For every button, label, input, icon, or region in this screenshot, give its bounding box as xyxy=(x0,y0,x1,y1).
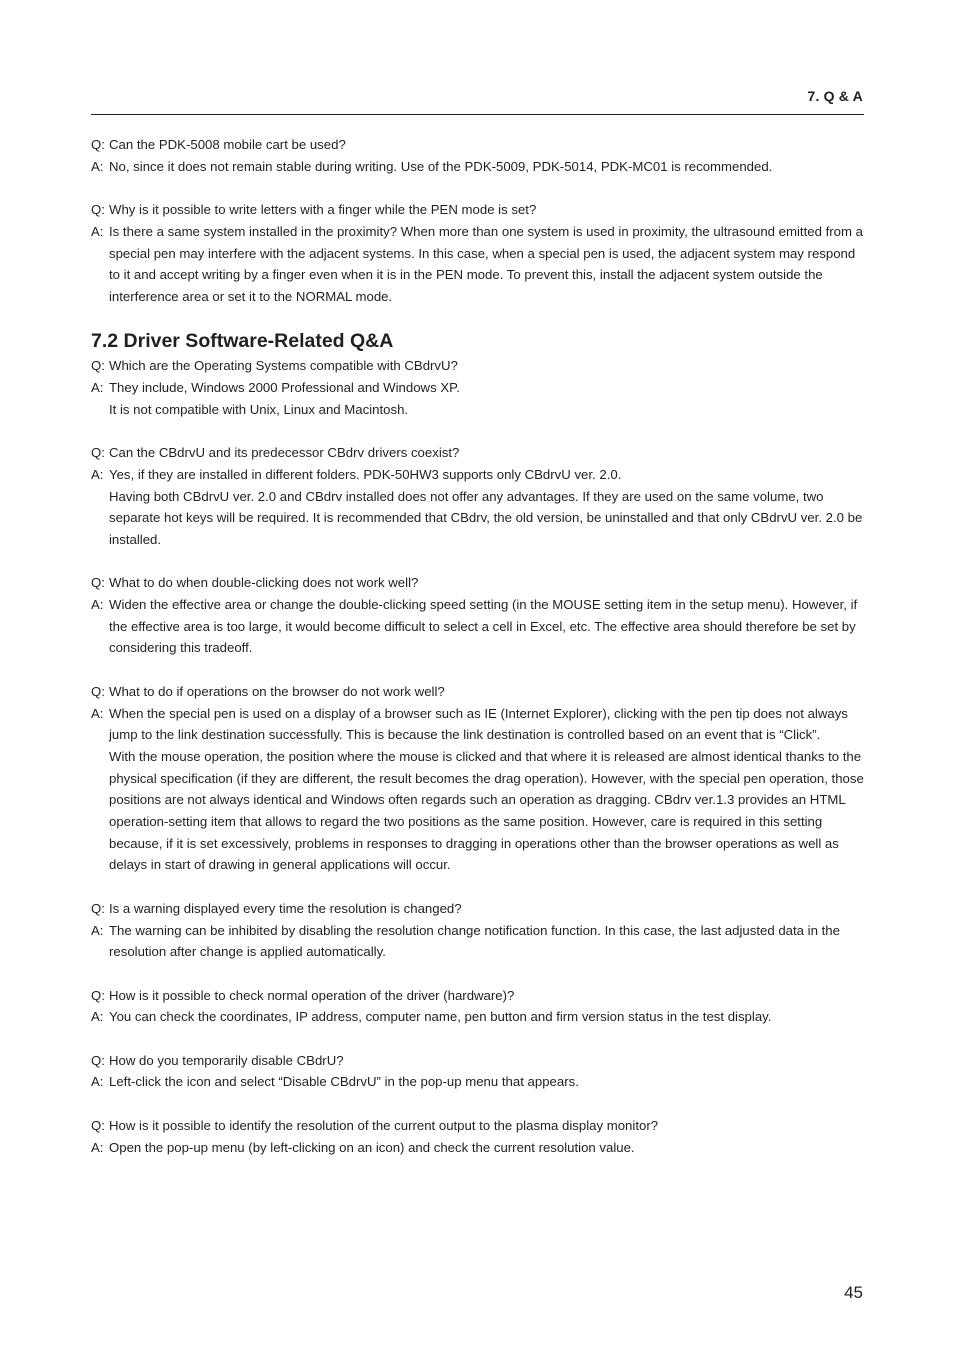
answer-prefix: A: xyxy=(91,597,104,612)
qa-item xyxy=(91,572,864,659)
answer-prefix: A: xyxy=(91,1009,104,1025)
question-text: What to do when double-clicking does not work well? xyxy=(109,575,419,591)
answer-paragraph: Is there a same system installed in the proximity? When more than one system is used in proximity, the ultrasound emitted from a special pen may interfere with the adjacent systems. In this case, when a special pen is used, the adjacent system may respond to it and accept writing by a finger even when it is in the PEN mode. To prevent this, install the adjacent system outside the interference area or set it to the NORMAL mode. xyxy=(109,223,863,304)
qa-item xyxy=(91,1050,864,1093)
question-prefix: Q: xyxy=(91,137,105,152)
qa-item xyxy=(91,898,864,963)
answer-text xyxy=(109,920,864,963)
answer-line xyxy=(91,920,864,963)
answer-line xyxy=(91,156,864,178)
question-text: How is it possible to check normal operation of the driver (hardware)? xyxy=(109,987,515,1003)
answer-paragraph: They include, Windows 2000 Professional and Windows XP. xyxy=(109,380,460,395)
question-line xyxy=(91,1115,864,1137)
answer-line xyxy=(91,377,864,420)
answer-prefix: A: xyxy=(91,705,104,721)
question-line xyxy=(91,898,864,920)
qa-item xyxy=(91,199,864,308)
question-prefix: Q: xyxy=(91,900,105,916)
answer-prefix: A: xyxy=(91,158,104,174)
question-text: What to do if operations on the browser do not work well? xyxy=(109,683,445,699)
question-prefix: Q: xyxy=(91,1052,105,1068)
question-prefix: Q: xyxy=(91,987,105,1003)
question-line xyxy=(91,985,864,1007)
question-line xyxy=(91,199,864,221)
header-divider xyxy=(91,114,864,115)
qa-item xyxy=(91,355,864,420)
answer-paragraph: You can check the coordinates, IP address, computer name, pen button and firm version status in the test display. xyxy=(109,1009,772,1025)
qa-item xyxy=(91,134,864,177)
answer-prefix: A: xyxy=(91,1074,104,1090)
answer-prefix: A: xyxy=(91,223,104,239)
answer-text xyxy=(109,221,864,308)
answer-text xyxy=(109,377,864,420)
question-prefix: Q: xyxy=(91,1117,105,1133)
question-text: How is it possible to identify the resolution of the current output to the plasma display monitor? xyxy=(109,1117,659,1133)
answer-text xyxy=(109,464,864,551)
question-text: Can the PDK-5008 mobile cart be used? xyxy=(109,137,346,152)
qa-group-general xyxy=(91,134,864,308)
question-text: Why is it possible to write letters with a finger while the PEN mode is set? xyxy=(109,202,537,218)
answer-line xyxy=(91,464,864,551)
question-line xyxy=(91,1050,864,1072)
answer-paragraph: Left-click the icon and select “Disable CBdrvU” in the pop-up menu that appears. xyxy=(109,1074,579,1090)
answer-prefix: A: xyxy=(91,1139,104,1155)
question-prefix: Q: xyxy=(91,358,105,374)
question-line xyxy=(91,572,864,594)
question-line xyxy=(91,355,864,377)
answer-line xyxy=(91,1137,864,1159)
qa-item xyxy=(91,985,864,1028)
answer-prefix: A: xyxy=(91,466,104,482)
question-line xyxy=(91,681,864,703)
page-header-title: 7. Q & A xyxy=(807,88,863,104)
answer-text xyxy=(109,703,864,877)
qa-group-driver-software xyxy=(91,355,864,1158)
answer-paragraph: Having both CBdrvU ver. 2.0 and CBdrv installed does not offer any advantages. If they are used on the same volume, two separate hot keys will be required. It is recommended that CBdrv, the old version, be uninstalled and that only CBdrvU ver. 2.0 be installed. xyxy=(109,488,863,547)
answer-prefix: A: xyxy=(91,922,104,938)
question-prefix: Q: xyxy=(91,445,105,461)
question-text: Can the CBdrvU and its predecessor CBdrv drivers coexist? xyxy=(109,445,460,461)
answer-paragraph: Open the pop-up menu (by left-clicking on an icon) and check the current resolution value. xyxy=(109,1139,635,1155)
question-line xyxy=(91,442,864,464)
answer-text xyxy=(109,594,864,659)
question-line xyxy=(91,134,864,156)
question-text: Which are the Operating Systems compatible with CBdrvU? xyxy=(109,358,458,374)
answer-text xyxy=(109,1006,864,1028)
question-prefix: Q: xyxy=(91,202,105,218)
answer-prefix: A: xyxy=(91,380,104,395)
answer-paragraph: No, since it does not remain stable during writing. Use of the PDK-5009, PDK-5014, PDK-MC01 is recommended. xyxy=(109,158,773,174)
question-text: How do you temporarily disable CBdrU? xyxy=(109,1052,344,1068)
document-body xyxy=(91,134,864,1180)
answer-line xyxy=(91,221,864,308)
qa-item xyxy=(91,1115,864,1158)
qa-item xyxy=(91,681,864,876)
answer-line xyxy=(91,1006,864,1028)
answer-paragraph: When the special pen is used on a display of a browser such as IE (Internet Explorer), clicking with the pen tip does not always jump to the link destination successfully. This is because the link destination is controlled based on an event that is “Click”. xyxy=(109,705,848,743)
answer-paragraph: Widen the effective area or change the double-clicking speed setting (in the MOUSE setting item in the setup menu). However, if the effective area is too large, it would become difficult to select a cell in Excel, etc. The effective area should therefore be set by considering this tradeoff. xyxy=(109,597,858,656)
question-text: Is a warning displayed every time the resolution is changed? xyxy=(109,900,462,916)
question-prefix: Q: xyxy=(91,575,105,591)
answer-paragraph: The warning can be inhibited by disabling the resolution change notification function. In this case, the last adjusted data in the resolution after change is applied automatically. xyxy=(109,922,840,960)
answer-text xyxy=(109,1071,864,1093)
answer-paragraph: It is not compatible with Unix, Linux and Macintosh. xyxy=(109,401,409,417)
qa-item xyxy=(91,442,864,551)
answer-text xyxy=(109,1137,864,1159)
answer-line xyxy=(91,1071,864,1093)
answer-line xyxy=(91,594,864,659)
question-prefix: Q: xyxy=(91,683,105,699)
answer-line xyxy=(91,703,864,877)
section-heading: 7.2 Driver Software-Related Q&A xyxy=(91,330,394,353)
answer-paragraph: Yes, if they are installed in different folders. PDK-50HW3 supports only CBdrvU ver. 2.0. xyxy=(109,466,622,482)
answer-paragraph: With the mouse operation, the position where the mouse is clicked and that where it is released are almost identical thanks to the physical specification (if they are different, the result becomes the drag operation). However, with the special pen operation, those positions are not always identical and Windows often regards such an operation as dragging. CBdrv ver.1.3 provides an HTML operation-setting item that allows to regard the two positions as the same position. However, care is required in this setting because, if it is set excessively, problems in responses to dragging in operations other than the browser operations as well as delays in start of drawing in general applications will occur. xyxy=(109,748,864,873)
answer-text xyxy=(109,156,864,178)
page-number: 45 xyxy=(844,1283,863,1302)
